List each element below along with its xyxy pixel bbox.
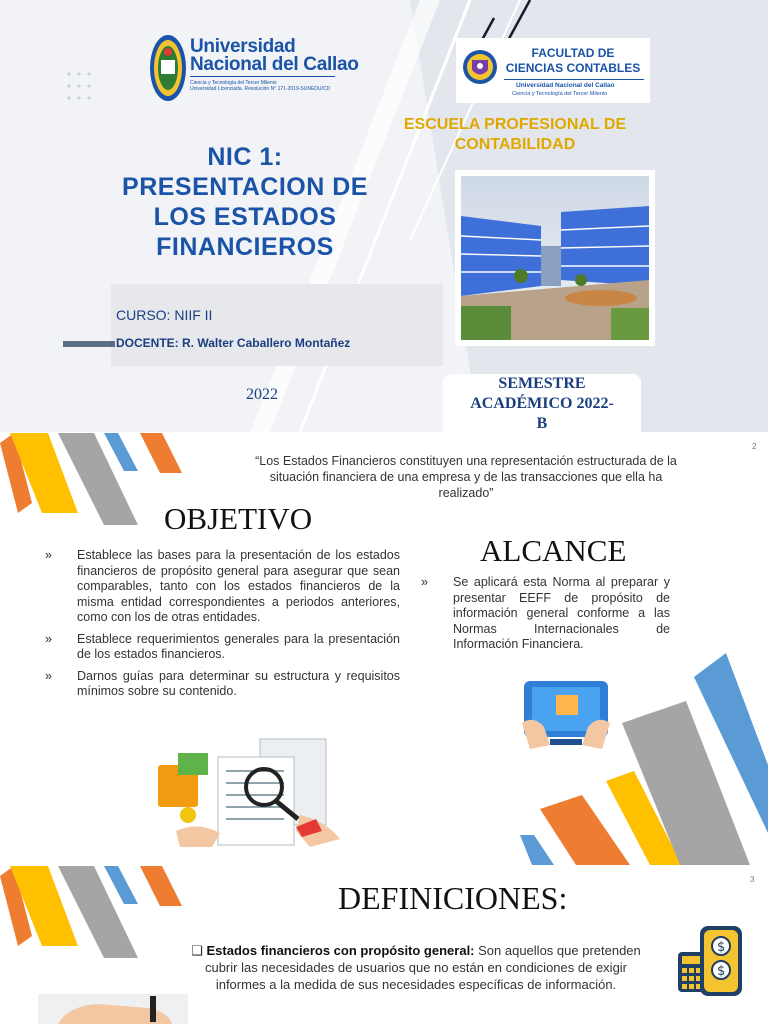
quote-text: “Los Estados Financieros constituyen una representación estructurada de la situación financiera de una empresa y de las transacciones que ella ha realizado” bbox=[255, 454, 677, 500]
list-item: » Se aplicará esta Norma al preparar y presentar EEFF de propósito de información general conforme a las Normas Internacionales de Información Financiera. bbox=[421, 575, 670, 651]
objective-heading: OBJETIVO bbox=[164, 501, 313, 536]
campus-building-image bbox=[461, 176, 649, 340]
corner-bars-decoration bbox=[510, 653, 768, 865]
faculty-university: Universidad Nacional del Callao bbox=[516, 82, 615, 89]
svg-text:$: $ bbox=[717, 940, 726, 955]
dot-grid-decoration bbox=[64, 68, 94, 106]
page-number: 3 bbox=[750, 875, 755, 884]
faculty-title: FACULTAD DE CIENCIAS CONTABLES bbox=[505, 46, 641, 75]
bullet-marker: » bbox=[421, 575, 428, 589]
scope-heading: ALCANCE bbox=[480, 533, 627, 568]
faculty-tagline: Ciencia y Tecnología del Tercer Milenio bbox=[512, 91, 608, 97]
faculty-divider bbox=[504, 79, 644, 80]
presentation-title: NIC 1: PRESENTACION DE LOS ESTADOS FINANCIEROS bbox=[122, 143, 368, 261]
scope-list bbox=[421, 575, 670, 659]
logo-divider bbox=[190, 76, 335, 77]
definition-term: Estados financieros con propósito general: bbox=[206, 943, 475, 958]
slide-definitions bbox=[0, 866, 768, 1024]
course-info-panel bbox=[111, 284, 443, 366]
accent-bar bbox=[63, 341, 115, 347]
svg-text:$: $ bbox=[717, 964, 726, 979]
university-name: Universidad Nacional del Callao bbox=[190, 36, 359, 75]
slide-objective-scope bbox=[0, 433, 768, 865]
hand-illustration bbox=[38, 994, 188, 1024]
faculty-logo-box bbox=[456, 38, 650, 103]
documents-magnifier-illustration bbox=[150, 735, 346, 853]
course-label: CURSO: NIIF II bbox=[116, 307, 213, 323]
corner-stripes-decoration bbox=[0, 433, 190, 533]
bullet-marker: » bbox=[45, 668, 52, 683]
bullet-marker: » bbox=[45, 631, 52, 646]
university-shield-logo bbox=[148, 32, 188, 104]
university-tagline: Ciencia y Tecnología del Tercer Milenio Universidad Licenciada. Resolución N° 171-2019-SUNEDU/CD bbox=[190, 80, 331, 92]
year-label: 2022 bbox=[246, 386, 278, 403]
page-number: 2 bbox=[752, 442, 757, 451]
school-name: ESCUELA PROFESIONAL DE CONTABILIDAD bbox=[403, 116, 627, 153]
list-item: » Establece requerimientos generales para la presentación de los estados financieros. bbox=[45, 631, 400, 661]
definition-item: ❑ Estados financieros con propósito general: Son aquellos que pretenden cubrir las necesidades de usuarios que no están en condiciones de exigir informes a la medida de sus necesidades específicas de información. bbox=[191, 943, 641, 992]
definitions-heading: DEFINICIONES: bbox=[338, 880, 568, 916]
list-item: » Darnos guías para determinar su estructura y requisitos mínimos sobre su contenido. bbox=[45, 668, 400, 698]
corner-stripes-decoration bbox=[0, 866, 190, 966]
calculator-money-icon bbox=[676, 924, 748, 998]
semester-label: SEMESTRE ACADÉMICO 2022- B bbox=[470, 375, 614, 432]
slide-cover bbox=[0, 0, 768, 432]
objective-list bbox=[45, 548, 400, 706]
semester-badge bbox=[443, 374, 641, 432]
campus-photo bbox=[455, 170, 655, 346]
faculty-shield-icon bbox=[462, 46, 498, 88]
checkbox-bullet-icon: ❑ bbox=[191, 943, 203, 958]
teacher-label: DOCENTE: R. Walter Caballero Montañez bbox=[116, 336, 351, 350]
bullet-marker: » bbox=[45, 548, 52, 562]
list-item: » Establece las bases para la presentación de los estados financieros de propósito general para asegurar que sean comparables, tanto con los estados financieros de la misma entidad correspondientes a periodos anteriores, como con los de otras entidades. bbox=[45, 548, 400, 624]
